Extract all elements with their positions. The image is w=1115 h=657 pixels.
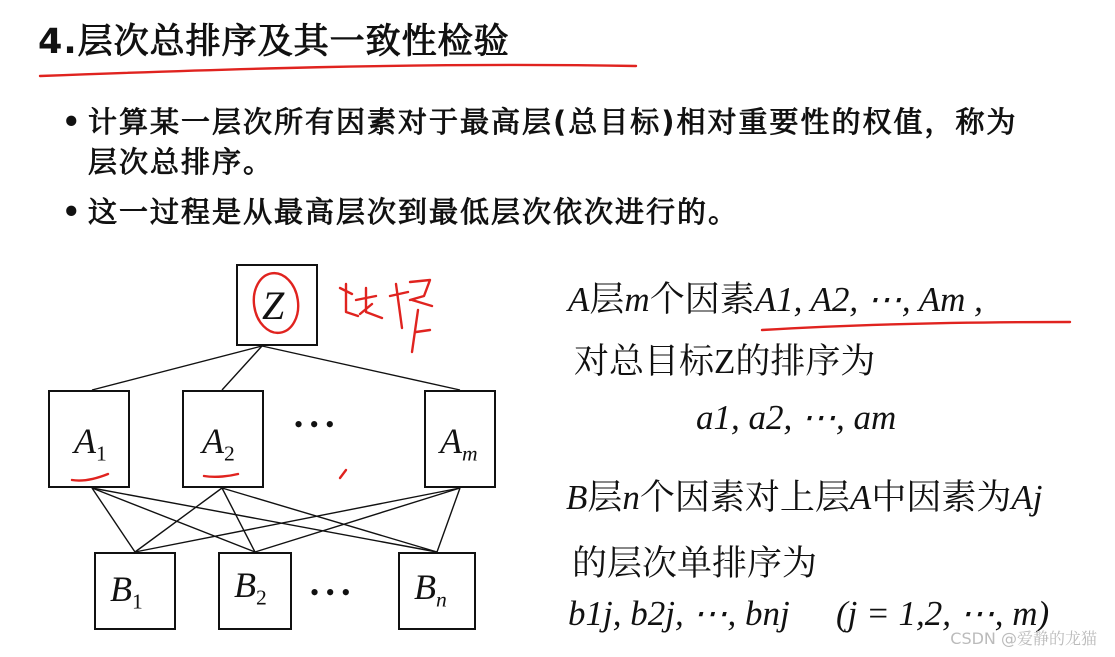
b-node-label: $B_2$ — [234, 565, 267, 610]
a-node-label: $A_1$ — [74, 421, 107, 466]
bullet-dot: • — [62, 105, 83, 139]
right-line-6-sequence: b1j, b2j, ⋯, bnj — [568, 594, 790, 633]
a-node-label: $A_2$ — [202, 421, 235, 466]
b-node-label: $B_1$ — [110, 569, 143, 614]
right-line-5: 的层次单排序为 — [572, 544, 818, 583]
watermark: CSDN @爱静的龙猫 — [950, 629, 1097, 648]
bullet-text: 这一过程是从最高层次到最低层次依次进行的。 — [88, 195, 740, 229]
a-level-ellipsis: • • • — [294, 410, 335, 439]
bullet-text: 计算某一层次所有因素对于最高层(总目标)相对重要性的权值，称为层次总排序。 — [88, 105, 1018, 179]
right-line-4: B层n个因素对上层A中因素为Aj — [566, 478, 1043, 517]
b-node-label: $B_n$ — [414, 567, 447, 612]
slide-title: 4.层次总排序及其一致性检验 — [38, 22, 510, 62]
right-line-3: a1, a2, ⋯, am — [696, 398, 897, 437]
bullet-dot: • — [62, 195, 83, 229]
right-line-2: 对总目标Z的排序为 — [574, 342, 876, 381]
right-line-1: A层m个因素A1, A2, ⋯, Am , — [568, 280, 983, 319]
a-node-label: $A_m$ — [440, 421, 478, 466]
goal-node-label: Z — [262, 283, 285, 328]
b-level-ellipsis: • • • — [310, 578, 351, 607]
right-line-6-condition: (j = 1,2, ⋯, m) — [836, 594, 1050, 633]
